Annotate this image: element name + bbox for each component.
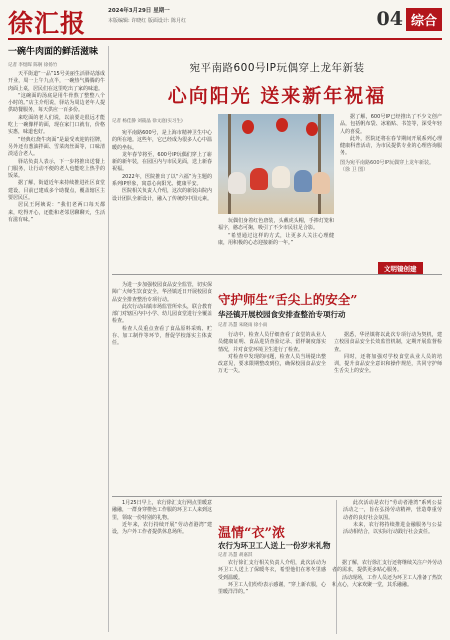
bottom-story-subtitle: 农行为环卫工人送上一份岁末礼物	[218, 541, 331, 550]
middle-story-col3	[334, 332, 442, 376]
mascot-doll	[250, 168, 268, 190]
page-edition	[377, 8, 442, 30]
ip-mascot-photo	[218, 114, 334, 214]
bottom-story-headline: 温情“衣”浓	[218, 526, 285, 541]
middle-story-col2	[218, 332, 326, 376]
column-divider	[108, 46, 109, 632]
paragraph: 来吃面的老人们说，以前要走很远才能吃上一碗像样的面，现在家门口就有，价格实惠，味道也好。	[8, 114, 105, 136]
section-divider	[112, 274, 442, 275]
middle-story-byline: 记者 冯慧 朱晓雨 徐小雨	[218, 323, 268, 328]
middle-story	[112, 276, 442, 496]
mascot-doll	[272, 166, 290, 188]
top-story-byline: 记者 杨佳静 刘筱晶 徐文庭(实习生)	[112, 119, 183, 124]
bottom-story-byline: 记者 冯慧 胡嘉淇	[218, 553, 253, 558]
paragraph: 驿站负责人表示，下一步将推出送餐上门服务，让行动不便的老人也能吃上热乎的饭菜。	[8, 158, 105, 180]
paragraph: 据了解，600号IP已经推出了不少文创产品，包括帆布袋、冰箱贴、书签等，深受年轻人的喜爱。	[340, 114, 442, 135]
paragraph: 玩偶们身着红色唐装，头戴虎头帽，手捧灯笼和福字，憨态可掬，吸引了不少市民驻足合影。	[218, 218, 334, 232]
lantern-icon	[306, 122, 318, 136]
page-number: 04	[376, 8, 403, 30]
mascot-doll	[312, 172, 330, 194]
left-story	[8, 46, 105, 632]
top-story-col2	[218, 218, 334, 247]
masthead-rule	[8, 38, 442, 40]
paragraph: 近年来，农行持续开展“劳动者港湾”建设，为户外工作者提供休息场所。	[112, 521, 212, 536]
paragraph: 环卫工人们纷纷表示感谢，“穿上新衣服，心里暖洋洋的。”	[218, 581, 326, 596]
issue-date: 2024年3月29日 星期一	[108, 8, 170, 14]
paragraph: “希望通过这样的方式，让更多人关注心理健康，用积极的心态迎接新的一年。”	[218, 232, 334, 246]
paragraph: 为进一步加强校园食品安全监管，切实保障广大师生饮食安全，华泾镇近日开展校园食品安全排查整治专项行动。	[112, 282, 213, 303]
top-story-col1	[112, 130, 212, 203]
paragraph: 居民王阿姨说：“我们老两口每天都来，吃得开心，还能和老邻居聊聊天，生活有滋有味。”	[8, 202, 105, 223]
bottom-story-col2	[218, 560, 326, 596]
middle-story-col1	[112, 282, 212, 348]
bottom-side-column	[336, 500, 442, 634]
left-story-byline: 记者 李煜晖 陈舸 徐扬竹	[8, 63, 58, 68]
paragraph: 农行徐汇支行相关负责人介绍，此次活动为环卫工人送上了保暖冬衣，希望他们在寒冬里感受到温暖。	[218, 560, 326, 581]
photo-pole	[318, 114, 321, 214]
left-story-title: 一碗牛肉面的鲜活滋味	[8, 47, 99, 57]
paragraph: 宛平南路600号，是上海市精神卫生中心的所在地。这些年，它已经成为很多人心中温暖的坐标。	[112, 130, 213, 151]
paragraph: 医院相关负责人介绍，这次的新装由院内设计团队全新设计，融入了传统的中国元素。	[112, 188, 213, 202]
paragraph: 据了解，农行徐汇支行还将继续关注户外劳动者的需求，提供更多贴心服务。	[332, 560, 443, 574]
top-story-subtitle: 宛平南路600号IP玩偶穿上龙年新装	[189, 62, 365, 74]
civilization-tag: 文明镜创建	[378, 262, 423, 275]
paragraph: 2022年，医院推出了以“六福”为主题的系列IP形象，寓意心向阳光、健康平安。	[112, 173, 212, 188]
middle-story-headline: 守护师生“舌尖上的安全”	[218, 292, 358, 307]
middle-story-subtitle: 华泾镇开展校园食安排查整治专项行动	[218, 310, 346, 319]
paragraph: “经典红烧牛肉面”是最受欢迎的招牌，另外还有葱油拌面、雪菜肉丝面等，口味清淡适合老人。	[8, 136, 105, 158]
paragraph: 同时，还将加强对学校食堂从业人员的培训，提升食品安全意识和操作规范，共同守护师生舌尖上的安全。	[334, 353, 442, 375]
lantern-icon	[276, 118, 288, 132]
photo-caption: 图为宛平南路600号IP玩偶穿上龙年新装。	[340, 159, 435, 166]
mascot-doll	[228, 172, 246, 194]
paragraph: 此外，医院还将在春节期间开展系列心理健康科普活动，为市民提供专业的心理咨询服务。	[340, 135, 442, 157]
paragraph: “这碗面的汤底是用牛骨熬了整整八个小时的。”店主介绍说，驿站为周边老年人提供助餐服务，每天供应一百多份。	[8, 92, 105, 114]
paragraph: 检查人员重点查看了食品原料采购、贮存、加工制作等环节，督促学校落实主体责任。	[112, 325, 212, 347]
paragraph: 此次活动是农行“劳动者港湾”系列公益活动之一，旨在弘扬劳动精神，营造尊重劳动者的良好社会氛围。	[343, 500, 442, 521]
bottom-story-col1	[112, 500, 212, 536]
paragraph: 未来，农行将持续推进金融服务与公益活动相结合，以实际行动践行社会责任。	[343, 521, 442, 536]
issue-editors: 本版编辑: 许晓红 版面设计: 陈月红	[108, 18, 187, 24]
paragraph: 此次行动由镇市场监管所牵头，联合教育部门对辖区内中小学、幼儿园食堂进行全覆盖检查。	[112, 303, 213, 325]
section-divider	[112, 496, 442, 497]
paragraph: 行动中，检查人员仔细查看了食堂的从业人员健康证明、食品进货查验记录、留样制度落实情况，并对食堂环境卫生进行了检查。	[218, 332, 326, 353]
top-story-col3	[340, 114, 442, 174]
left-story-body	[8, 71, 105, 224]
lantern-icon	[242, 120, 254, 134]
paragraph: 据了解，街道近年来持续推进社区食堂建设，目前已建成多个助餐点，覆盖辖区主要居民区。	[8, 180, 105, 202]
paragraph: 对检查中发现的问题，检查人员当场提出整改意见，要求限期整改到位，确保校园食品安全万无一失。	[218, 353, 326, 375]
photo-credit: （徐 卫 图）	[340, 167, 369, 174]
paragraph: 天平街道“一品”15号美丽生活驿站落成开业，周一上午九点半，一碗热气腾腾的牛肉面上桌，居民们在这里吃出了家的味道。	[8, 71, 105, 92]
section-label: 综合	[406, 8, 442, 31]
paragraph: 龙年春节将至，600号IP玩偶们穿上了崭新的新年装，在园区内与市民见面，送上新春祝福。	[112, 151, 213, 173]
newspaper-logo: 徐汇报	[8, 9, 87, 38]
paragraph: 1月25日早上，农行徐汇支行网点里暖意融融，一群身穿橙色工作服的环卫工人来到这里，领取一份特别的礼物。	[112, 500, 213, 521]
mascot-doll	[294, 170, 312, 192]
photo-pole	[228, 114, 231, 214]
paragraph: 据悉，华泾镇将以此次专项行动为契机，建立校园食品安全长效监管机制，定期开展监督检查。	[334, 332, 442, 353]
issue-meta	[108, 6, 278, 24]
top-story-headline: 心向阳光 送来新年祝福	[167, 85, 387, 107]
paragraph: 活动现场，工作人员还为环卫工人准备了热饮和点心，大家欢聚一堂，其乐融融。	[332, 574, 443, 588]
